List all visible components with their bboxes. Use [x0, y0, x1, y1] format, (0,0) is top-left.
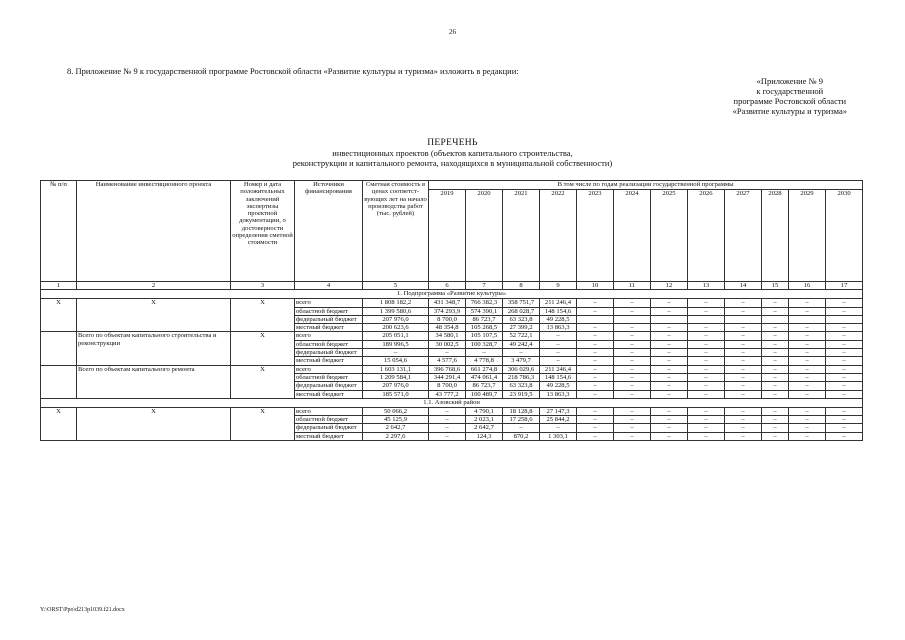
- estimated-cost: –: [363, 349, 429, 357]
- year-value: –: [826, 307, 863, 315]
- year-value: –: [725, 390, 762, 398]
- year-value: –: [725, 407, 762, 415]
- year-value: –: [789, 340, 826, 348]
- year-value: –: [614, 373, 651, 381]
- year-value: –: [577, 390, 614, 398]
- year-value: –: [688, 340, 725, 348]
- year-value: –: [614, 324, 651, 332]
- header-year: 2030: [826, 190, 863, 282]
- estimated-cost: 1 808 182,2: [363, 299, 429, 307]
- header-year: 2024: [614, 190, 651, 282]
- year-value: –: [577, 416, 614, 424]
- year-value: –: [725, 416, 762, 424]
- year-value: 211 246,4: [540, 365, 577, 373]
- year-value: –: [614, 416, 651, 424]
- column-number: 7: [466, 282, 503, 290]
- section-heading: 1.1. Азовский район: [41, 398, 863, 407]
- header-year: 2025: [651, 190, 688, 282]
- year-value: –: [503, 424, 540, 432]
- expertise-cell: Х: [231, 332, 295, 365]
- year-value: –: [826, 424, 863, 432]
- column-number: 4: [295, 282, 363, 290]
- year-value: –: [614, 307, 651, 315]
- header-row: [41, 181, 863, 190]
- year-value: 27 147,3: [540, 407, 577, 415]
- year-value: 3 479,7: [503, 357, 540, 365]
- year-value: 18 128,8: [503, 407, 540, 415]
- year-value: –: [725, 349, 762, 357]
- year-value: [688, 315, 725, 323]
- year-value: 8 700,0: [429, 382, 466, 390]
- project-name: Всего по объектам капитального ремонта: [77, 365, 231, 398]
- year-value: –: [762, 299, 789, 307]
- column-number: 1: [41, 282, 77, 290]
- table-row: [41, 365, 863, 373]
- appendix-block: [733, 76, 847, 116]
- year-value: –: [429, 424, 466, 432]
- year-value: 148 154,6: [540, 373, 577, 381]
- year-value: –: [577, 332, 614, 340]
- year-value: –: [789, 373, 826, 381]
- row-number: Х: [41, 299, 77, 332]
- year-value: [789, 315, 826, 323]
- year-value: –: [725, 373, 762, 381]
- year-value: 23 919,5: [503, 390, 540, 398]
- column-number: 2: [77, 282, 231, 290]
- column-number: 8: [503, 282, 540, 290]
- year-value: [651, 315, 688, 323]
- year-value: –: [762, 307, 789, 315]
- year-value: [577, 315, 614, 323]
- year-value: –: [429, 349, 466, 357]
- year-value: –: [789, 357, 826, 365]
- year-value: –: [789, 390, 826, 398]
- section-heading-row: [41, 398, 863, 407]
- year-value: –: [762, 424, 789, 432]
- year-value: –: [826, 382, 863, 390]
- year-value: –: [688, 357, 725, 365]
- year-value: –: [762, 349, 789, 357]
- appendix-line: «Приложение № 9: [756, 76, 824, 86]
- year-value: –: [826, 349, 863, 357]
- year-value: –: [826, 416, 863, 424]
- year-value: 27 399,2: [503, 324, 540, 332]
- estimated-cost: 2 297,6: [363, 432, 429, 440]
- year-value: –: [651, 357, 688, 365]
- year-value: –: [826, 407, 863, 415]
- estimated-cost: 200 623,6: [363, 324, 429, 332]
- column-number: 5: [363, 282, 429, 290]
- row-number: [41, 332, 77, 365]
- year-value: –: [789, 382, 826, 390]
- expertise-cell: Х: [231, 365, 295, 398]
- header-year: 2026: [688, 190, 725, 282]
- funding-source: федеральный бюджет: [295, 349, 363, 357]
- header-name: Наименование инвестиционного проекта: [77, 181, 231, 282]
- intro-text: 8. Приложение № 9 к государственной программе Ростовской области «Развитие культуры и туризма» изложить в редакции:: [67, 66, 519, 76]
- column-number: 3: [231, 282, 295, 290]
- year-value: –: [577, 340, 614, 348]
- funding-source: федеральный бюджет: [295, 424, 363, 432]
- year-value: –: [577, 373, 614, 381]
- year-value: –: [540, 332, 577, 340]
- estimated-cost: 45 125,9: [363, 416, 429, 424]
- year-value: 100 328,7: [466, 340, 503, 348]
- year-value: –: [577, 349, 614, 357]
- header-year: 2029: [789, 190, 826, 282]
- year-value: –: [789, 365, 826, 373]
- year-value: –: [688, 365, 725, 373]
- year-value: –: [466, 349, 503, 357]
- year-value: –: [826, 365, 863, 373]
- year-value: –: [725, 365, 762, 373]
- year-value: 870,2: [503, 432, 540, 440]
- header-expertise: Номер и дата положительных заключений экспертизы проектной документации, о достоверности определения сметной стоимости: [231, 181, 295, 282]
- year-value: –: [651, 432, 688, 440]
- table-row: [41, 407, 863, 415]
- column-number: 11: [614, 282, 651, 290]
- year-value: 49 242,4: [503, 340, 540, 348]
- year-value: 105 268,5: [466, 324, 503, 332]
- year-value: –: [725, 340, 762, 348]
- document-subtitle-line: реконструкции и капитального ремонта, находящихся в муниципальной собственности): [292, 158, 613, 168]
- year-value: –: [651, 324, 688, 332]
- year-value: –: [688, 349, 725, 357]
- year-value: –: [540, 424, 577, 432]
- year-value: –: [789, 332, 826, 340]
- header-year: 2028: [762, 190, 789, 282]
- year-value: 218 786,3: [503, 373, 540, 381]
- column-number: 16: [789, 282, 826, 290]
- year-value: –: [826, 390, 863, 398]
- year-value: –: [725, 324, 762, 332]
- year-value: –: [826, 324, 863, 332]
- funding-source: федеральный бюджет: [295, 382, 363, 390]
- year-value: –: [614, 390, 651, 398]
- year-value: –: [614, 299, 651, 307]
- year-value: –: [762, 373, 789, 381]
- column-number: 9: [540, 282, 577, 290]
- year-value: –: [762, 340, 789, 348]
- row-number: Х: [41, 407, 77, 440]
- year-value: 124,3: [466, 432, 503, 440]
- year-value: 52 722,1: [503, 332, 540, 340]
- footer-file-path: Y:\ORST\Ppo\d213p1039.f21.docx: [40, 607, 125, 613]
- year-value: 4 778,8: [466, 357, 503, 365]
- year-value: –: [651, 332, 688, 340]
- year-value: –: [725, 299, 762, 307]
- year-value: –: [725, 382, 762, 390]
- year-value: –: [540, 349, 577, 357]
- year-value: –: [725, 432, 762, 440]
- year-value: –: [614, 365, 651, 373]
- appendix-line: программе Ростовской области: [733, 96, 847, 106]
- funding-source: местный бюджет: [295, 324, 363, 332]
- header-year: 2019: [429, 190, 466, 282]
- year-value: –: [725, 357, 762, 365]
- appendix-line: к государственной: [756, 86, 824, 96]
- year-value: –: [789, 299, 826, 307]
- year-value: –: [429, 407, 466, 415]
- year-value: –: [688, 373, 725, 381]
- funding-source: областной бюджет: [295, 340, 363, 348]
- year-value: –: [688, 324, 725, 332]
- document-title-block: [0, 138, 905, 168]
- year-value: –: [614, 424, 651, 432]
- year-value: –: [614, 349, 651, 357]
- year-value: –: [762, 382, 789, 390]
- year-value: [826, 315, 863, 323]
- document-subtitle-line: инвестиционных проектов (объектов капитального строительства,: [332, 148, 573, 158]
- funding-source: всего: [295, 407, 363, 415]
- year-value: –: [762, 357, 789, 365]
- year-value: 4 790,1: [466, 407, 503, 415]
- year-value: –: [614, 357, 651, 365]
- column-number: 13: [688, 282, 725, 290]
- year-value: 86 723,7: [466, 382, 503, 390]
- year-value: –: [789, 424, 826, 432]
- funding-source: всего: [295, 299, 363, 307]
- year-value: 574 390,1: [466, 307, 503, 315]
- estimated-cost: 207 976,0: [363, 382, 429, 390]
- header-sources: Источники финансирования: [295, 181, 363, 282]
- header-years-group: В том числе по годам реализации государственной программы: [429, 181, 863, 190]
- year-value: –: [762, 365, 789, 373]
- year-value: 211 246,4: [540, 299, 577, 307]
- year-value: –: [688, 424, 725, 432]
- section-heading: 1. Подпрограмма «Развитие культуры»: [41, 290, 863, 299]
- year-value: –: [826, 373, 863, 381]
- year-value: –: [789, 307, 826, 315]
- year-value: 2 023,1: [466, 416, 503, 424]
- year-value: 86 723,7: [466, 315, 503, 323]
- column-number: 12: [651, 282, 688, 290]
- year-value: –: [725, 332, 762, 340]
- year-value: –: [789, 407, 826, 415]
- funding-source: областной бюджет: [295, 416, 363, 424]
- appendix-line: «Развитие культуры и туризма»: [732, 106, 847, 116]
- year-value: –: [651, 349, 688, 357]
- year-value: –: [614, 407, 651, 415]
- year-value: –: [614, 432, 651, 440]
- table-row: [41, 332, 863, 340]
- column-numbers-row: [41, 282, 863, 290]
- year-value: 661 274,8: [466, 365, 503, 373]
- header-year: 2022: [540, 190, 577, 282]
- year-value: 49 228,5: [540, 315, 577, 323]
- document-title: ПЕРЕЧЕНЬ: [427, 138, 478, 148]
- year-value: –: [651, 340, 688, 348]
- year-value: –: [577, 299, 614, 307]
- year-value: 431 348,7: [429, 299, 466, 307]
- year-value: –: [762, 416, 789, 424]
- year-value: –: [762, 390, 789, 398]
- year-value: –: [651, 382, 688, 390]
- year-value: 268 028,7: [503, 307, 540, 315]
- header-year: 2027: [725, 190, 762, 282]
- year-value: –: [762, 332, 789, 340]
- year-value: –: [651, 365, 688, 373]
- funding-source: федеральный бюджет: [295, 315, 363, 323]
- year-value: –: [614, 332, 651, 340]
- year-value: –: [688, 307, 725, 315]
- year-value: 43 777,2: [429, 390, 466, 398]
- estimated-cost: 1 209 584,1: [363, 373, 429, 381]
- year-value: [762, 315, 789, 323]
- year-value: 2 642,7: [466, 424, 503, 432]
- funding-source: местный бюджет: [295, 432, 363, 440]
- header-year: 2021: [503, 190, 540, 282]
- year-value: –: [577, 324, 614, 332]
- year-value: –: [651, 390, 688, 398]
- year-value: –: [826, 299, 863, 307]
- funding-source: областной бюджет: [295, 307, 363, 315]
- year-value: 13 863,3: [540, 324, 577, 332]
- year-value: –: [651, 373, 688, 381]
- year-value: –: [688, 416, 725, 424]
- year-value: 105 107,5: [466, 332, 503, 340]
- year-value: –: [540, 357, 577, 365]
- funding-source: местный бюджет: [295, 357, 363, 365]
- project-name: Х: [77, 299, 231, 332]
- project-name: Х: [77, 407, 231, 440]
- year-value: 396 768,6: [429, 365, 466, 373]
- column-number: 15: [762, 282, 789, 290]
- year-value: 358 751,7: [503, 299, 540, 307]
- funding-source: всего: [295, 332, 363, 340]
- estimated-cost: 207 976,0: [363, 315, 429, 323]
- year-value: –: [725, 424, 762, 432]
- estimated-cost: 185 571,0: [363, 390, 429, 398]
- year-value: 17 258,6: [503, 416, 540, 424]
- funding-source: областной бюджет: [295, 373, 363, 381]
- year-value: 100 489,7: [466, 390, 503, 398]
- year-value: –: [577, 382, 614, 390]
- year-value: –: [614, 382, 651, 390]
- year-value: –: [651, 299, 688, 307]
- year-value: –: [688, 332, 725, 340]
- year-value: 148 154,6: [540, 307, 577, 315]
- funding-source: всего: [295, 365, 363, 373]
- year-value: 4 577,6: [429, 357, 466, 365]
- estimated-cost: 15 054,6: [363, 357, 429, 365]
- header-cost: Сметная стоимость в ценах соответст-вующих лет на начало производства работ (тыс. рублей): [363, 181, 429, 282]
- expertise-cell: Х: [231, 299, 295, 332]
- estimated-cost: 50 066,2: [363, 407, 429, 415]
- expertise-cell: Х: [231, 407, 295, 440]
- year-value: –: [688, 390, 725, 398]
- year-value: –: [577, 424, 614, 432]
- year-value: –: [577, 432, 614, 440]
- year-value: 63 323,8: [503, 382, 540, 390]
- year-value: 374 293,9: [429, 307, 466, 315]
- year-value: –: [789, 349, 826, 357]
- year-value: –: [614, 340, 651, 348]
- year-value: 49 228,5: [540, 382, 577, 390]
- year-value: –: [826, 357, 863, 365]
- column-number: 6: [429, 282, 466, 290]
- year-value: –: [789, 432, 826, 440]
- column-number: 17: [826, 282, 863, 290]
- year-value: [614, 315, 651, 323]
- project-name: Всего по объектам капитального строительства и реконструкции: [77, 332, 231, 365]
- year-value: 25 844,2: [540, 416, 577, 424]
- year-value: –: [826, 332, 863, 340]
- year-value: 1 303,1: [540, 432, 577, 440]
- year-value: 306 029,6: [503, 365, 540, 373]
- year-value: –: [826, 340, 863, 348]
- year-value: –: [577, 357, 614, 365]
- year-value: –: [688, 432, 725, 440]
- year-value: 13 863,3: [540, 390, 577, 398]
- estimated-cost: 2 642,7: [363, 424, 429, 432]
- funding-source: местный бюджет: [295, 390, 363, 398]
- year-value: 474 061,4: [466, 373, 503, 381]
- year-value: –: [762, 407, 789, 415]
- year-value: –: [651, 416, 688, 424]
- year-value: –: [577, 407, 614, 415]
- year-value: 30 002,5: [429, 340, 466, 348]
- year-value: 48 354,8: [429, 324, 466, 332]
- year-value: –: [688, 382, 725, 390]
- year-value: –: [577, 365, 614, 373]
- year-value: –: [651, 407, 688, 415]
- column-number: 14: [725, 282, 762, 290]
- year-value: –: [429, 432, 466, 440]
- header-year: 2023: [577, 190, 614, 282]
- estimated-cost: 205 051,1: [363, 332, 429, 340]
- year-value: –: [503, 349, 540, 357]
- year-value: –: [826, 432, 863, 440]
- year-value: 344 291,4: [429, 373, 466, 381]
- year-value: –: [789, 324, 826, 332]
- year-value: –: [762, 324, 789, 332]
- row-number: [41, 365, 77, 398]
- table-row: [41, 299, 863, 307]
- year-value: –: [688, 299, 725, 307]
- header-year: 2020: [466, 190, 503, 282]
- page-number: 26: [449, 28, 456, 36]
- year-value: 63 323,8: [503, 315, 540, 323]
- estimated-cost: 189 996,5: [363, 340, 429, 348]
- estimated-cost: 1 399 580,6: [363, 307, 429, 315]
- table-body: [41, 181, 863, 441]
- year-value: –: [577, 307, 614, 315]
- year-value: 8 700,0: [429, 315, 466, 323]
- year-value: 34 580,1: [429, 332, 466, 340]
- year-value: –: [429, 416, 466, 424]
- year-value: –: [688, 407, 725, 415]
- header-num: № п/п: [41, 181, 77, 282]
- column-number: 10: [577, 282, 614, 290]
- year-value: –: [789, 416, 826, 424]
- year-value: –: [651, 424, 688, 432]
- year-value: 766 382,3: [466, 299, 503, 307]
- year-value: –: [651, 307, 688, 315]
- year-value: [725, 315, 762, 323]
- section-heading-row: [41, 290, 863, 299]
- year-value: –: [762, 432, 789, 440]
- year-value: –: [540, 340, 577, 348]
- estimated-cost: 1 603 131,1: [363, 365, 429, 373]
- investment-projects-table: [40, 180, 863, 441]
- year-value: –: [725, 307, 762, 315]
